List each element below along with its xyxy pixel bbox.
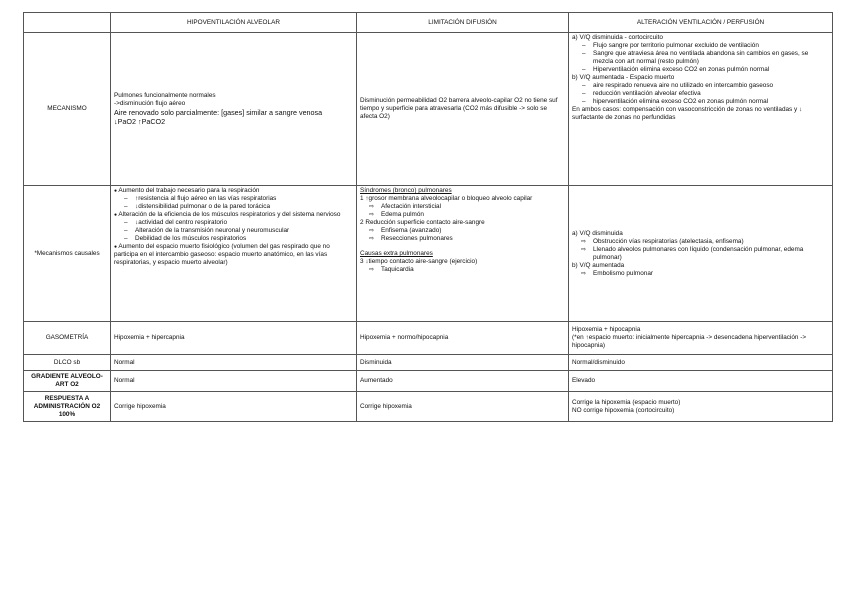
header-alteracion-vq: ALTERACIÓN VENTILACIÓN / PERFUSIÓN bbox=[569, 13, 833, 33]
cell-gradiente-vq: Elevado bbox=[569, 371, 833, 392]
list-item: – hiperventilación elimina exceso CO2 en zonas pulmón normal bbox=[572, 98, 829, 106]
text-line: 1 ↑grosor membrana alveolocapilar o bloqueo alveolo capilar bbox=[360, 195, 533, 202]
row-label-respuesta-o2: RESPUESTA A ADMINISTRACIÓN O2 100% bbox=[24, 392, 111, 422]
arrow-list bbox=[572, 270, 829, 278]
text-line: Disminución permeabilidad O2 barrera alveolo-capilar O2 no tiene suf tiempo y superficie para atravesarla (CO2 más difusible -> solo se afecta O2) bbox=[360, 97, 558, 120]
row-label-gradiente: GRADIENTE ALVEOLO-ART O2 bbox=[24, 371, 111, 392]
list-item: – Hiperventilación elimina exceso CO2 en zonas pulmón normal bbox=[572, 66, 829, 74]
cell-causas-difusion bbox=[357, 186, 569, 322]
list-item: ⇨ Resecciones pulmonares bbox=[360, 235, 565, 243]
arrow-list bbox=[360, 266, 565, 274]
bullet-group-title: ● Aumento del espacio muerto fisiológico (volumen del gas respirado que no participa en el intercambio gaseoso: espacio muerto anatómico, en las vías respiratorias, y espacio muerto alveolar) bbox=[114, 243, 353, 267]
bullet-group-title: ● Aumento del trabajo necesario para la respiración bbox=[114, 187, 353, 195]
subtitle-a: a) V/Q disminuida bbox=[572, 229, 623, 237]
row-label-dlco: DLCO sb bbox=[24, 355, 111, 371]
subtitle-b: b) V/Q aumentada - Espacio muerto bbox=[572, 74, 675, 81]
list-b bbox=[572, 82, 829, 106]
list-a bbox=[572, 42, 829, 74]
text-line: NO corrige hipoxemia (cortocircuito) bbox=[572, 406, 675, 414]
row-mecanismo bbox=[24, 33, 833, 186]
subtitle-a: a) V/Q disminuida - cortocircuito bbox=[572, 34, 663, 41]
list-item: – Flujo sangre por territorio pulmonar excluido de ventilación bbox=[572, 42, 829, 50]
cell-gradiente-difusion: Aumentado bbox=[357, 371, 569, 392]
row-label-mecanismo: MECANISMO bbox=[24, 33, 111, 186]
list-item: ⇨ Afectación intersticial bbox=[360, 203, 565, 211]
bullet-group-title: ● Alteración de la eficiencia de los músculos respiratorios y del sistema nervioso bbox=[114, 211, 353, 219]
row-dlco bbox=[24, 355, 833, 371]
cell-mecanismo-vq bbox=[569, 33, 833, 186]
text-line: Pulmones funcionalmente normales bbox=[114, 92, 216, 99]
list-item: – ↓actividad del centro respiratorio bbox=[114, 219, 353, 227]
text-line: (*en ↑espacio muerto: inicialmente hipercapnia -> desencadena hiperventilación -> hipocapnia) bbox=[572, 334, 807, 349]
list-item: ⇨ Edema pulmón bbox=[360, 211, 565, 219]
bullet-list bbox=[114, 195, 353, 211]
text-line: 2 Reducción superficie contacto aire-sangre bbox=[360, 219, 485, 226]
list-item: – Debilidad de los músculos respiratorios bbox=[114, 235, 353, 243]
cell-causas-hipo bbox=[111, 186, 357, 322]
row-gradiente bbox=[24, 371, 833, 392]
subtitle-b: b) V/Q aumentada bbox=[572, 261, 625, 269]
header-row bbox=[24, 13, 833, 33]
cell-gradiente-hipo: Normal bbox=[111, 371, 357, 392]
list-item: – Alteración de la transmisión neuronal y neuromuscular bbox=[114, 227, 353, 235]
text-line: ->disminución flujo aéreo bbox=[114, 100, 186, 107]
cell-gaso-hipo: Hipoxemia + hipercapnia bbox=[111, 322, 357, 355]
corner-cell bbox=[24, 13, 111, 33]
text-line: Hipoxemia + hipocapnia bbox=[572, 326, 641, 333]
cell-gaso-vq bbox=[569, 322, 833, 355]
arrow-list bbox=[572, 238, 829, 262]
list-item: ⇨ Obstrucción vías respiratorias (atelectasia, enfisema) bbox=[572, 238, 829, 246]
list-item: – ↓distensibilidad pulmonar o de la pared torácica bbox=[114, 203, 353, 211]
list-item: ⇨ Taquicardia bbox=[360, 266, 565, 274]
cell-dlco-hipo: Normal bbox=[111, 355, 357, 371]
cell-mecanismo-hipo bbox=[111, 33, 357, 186]
text-line: Corrige la hipoxemia (espacio muerto) bbox=[572, 398, 681, 406]
arrow-list bbox=[360, 227, 565, 243]
list-item: – aire respirado renueva aire no utilizado en intercambio gaseoso bbox=[572, 82, 829, 90]
cell-dlco-difusion: Disminuida bbox=[357, 355, 569, 371]
section-title: Síndromes (bronco) pulmonares bbox=[360, 187, 452, 194]
row-label-gasometria: GASOMETRÍA bbox=[24, 322, 111, 355]
cell-respuesta-hipo: Corrige hipoxemia bbox=[111, 392, 357, 422]
cell-respuesta-vq bbox=[569, 392, 833, 422]
cell-dlco-vq: Normal/disminuido bbox=[569, 355, 833, 371]
list-item: – Sangre que atraviesa área no ventilada abandona sin cambios en gases, se mezcla con art normal (resto pulmón) bbox=[572, 50, 829, 66]
cell-causas-vq bbox=[569, 186, 833, 322]
section-title: Causas extra pulmonares bbox=[360, 250, 433, 257]
list-item: ⇨ Enfisema (avanzado) bbox=[360, 227, 565, 235]
cell-mecanismo-difusion bbox=[357, 33, 569, 186]
arrow-list bbox=[360, 203, 565, 219]
header-limitacion-difusion: LIMITACIÓN DIFUSIÓN bbox=[357, 13, 569, 33]
cell-gaso-difusion: Hipoxemia + normo/hipocapnia bbox=[357, 322, 569, 355]
list-item: – reducción ventilación alveolar efectiva bbox=[572, 90, 829, 98]
list-item: ⇨ Embolismo pulmonar bbox=[572, 270, 829, 278]
bullet-list bbox=[114, 219, 353, 243]
cell-respuesta-difusion: Corrige hipoxemia bbox=[357, 392, 569, 422]
row-respuesta-o2 bbox=[24, 392, 833, 422]
row-label-mecanismos-causales: *Mecanismos causales bbox=[24, 186, 111, 322]
comparison-table bbox=[23, 12, 833, 422]
row-gasometria bbox=[24, 322, 833, 355]
text-line: ↓PaO2 ↑PaCO2 bbox=[114, 117, 166, 126]
list-item: – ↑resistencia al flujo aéreo en las vías respiratorias bbox=[114, 195, 353, 203]
text-line: Aire renovado solo parcialmente: [gases] similar a sangre venosa bbox=[114, 108, 323, 117]
header-hipoventilacion: HIPOVENTILACIÓN ALVEOLAR bbox=[111, 13, 357, 33]
row-mecanismos-causales bbox=[24, 186, 833, 322]
text-line: 3 ↓tiempo contacto aire-sangre (ejercicio) bbox=[360, 258, 478, 265]
footer-note: En ambos casos: compensación con vasoconstricción de zonas no ventiladas y ↓ surfactante de zonas no perfundidas bbox=[572, 106, 803, 121]
list-item: ⇨ Llenado alveolos pulmonares con líquido (condensación pulmonar, edema pulmonar) bbox=[572, 246, 829, 262]
